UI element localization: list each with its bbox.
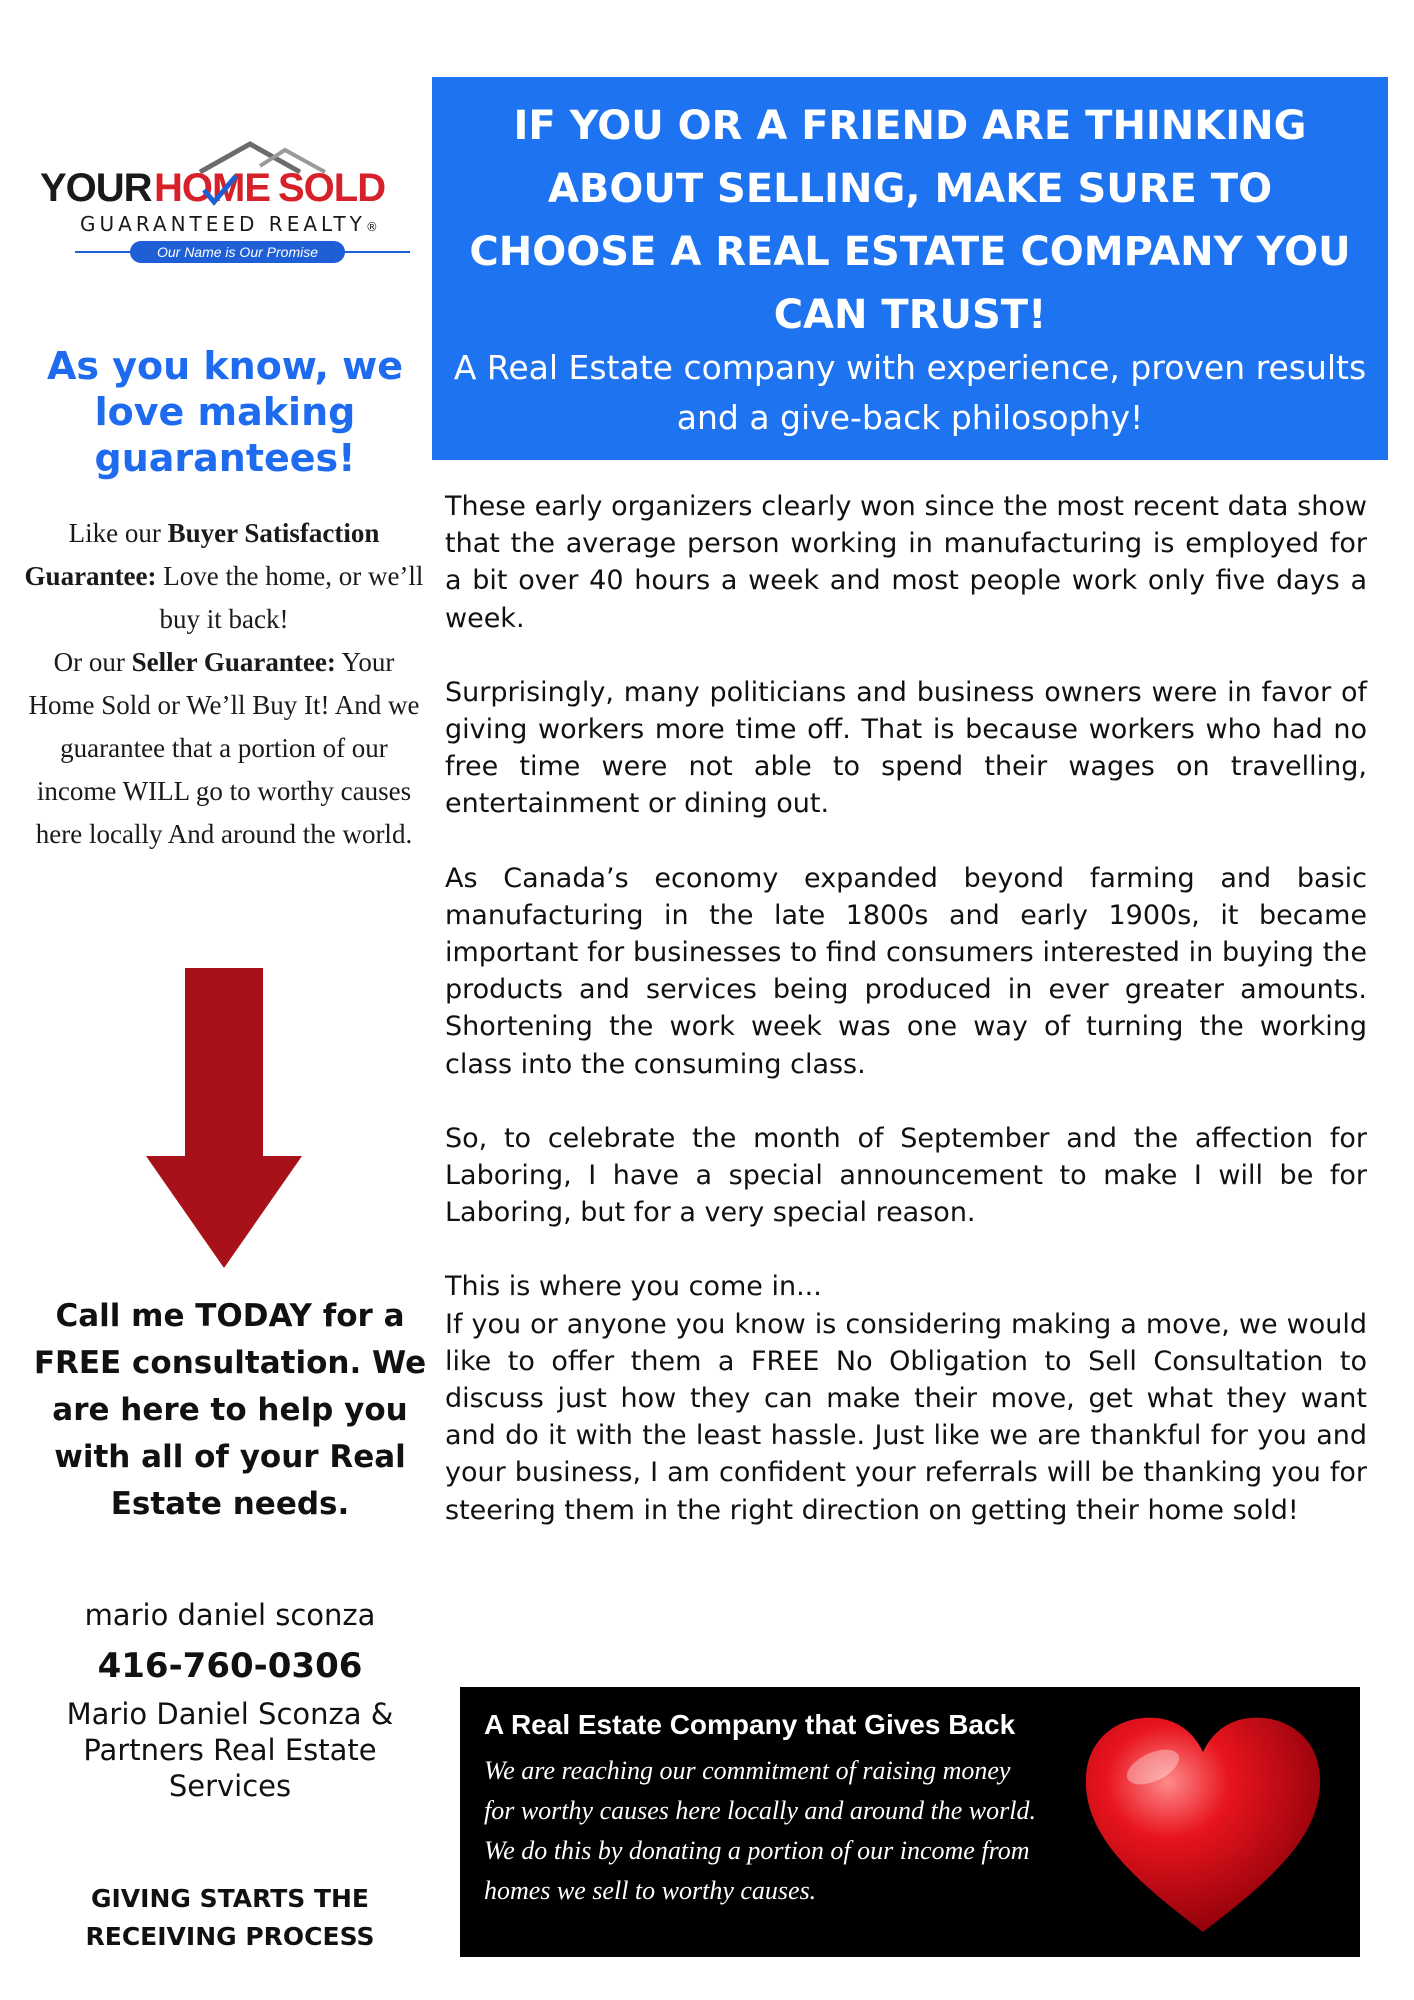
headline-title: IF YOU OR A FRIEND ARE THINKING ABOUT SELLING, MAKE SURE TO CHOOSE A REAL ESTATE COMPANY YOU CAN TRUST! — [469, 103, 1351, 338]
call-to-action: Call me TODAY for a FREE consultation. We are here to help you with all of your Real Estate needs. — [33, 1298, 427, 1522]
article-paragraph: As Canada’s economy expanded beyond farming and basic manufacturing in the late 1800s and early 1900s, it became important for businesses to find consumers interested in buying the products and services being produced in ever greater amounts. Shortening the work week was one way of turning the working class into the consuming class. — [445, 862, 1367, 1080]
registered-mark: ® — [365, 220, 378, 234]
logo-subtitle-text: GUARANTEED REALTY — [80, 212, 366, 236]
give-back-box — [460, 1687, 1360, 1957]
checkmark-icon — [200, 172, 240, 208]
article-paragraph: If you or anyone you know is considering making a move, we would like to offer them a FREE No Obligation to Sell Consultation to discuss just how they can make their move, get what they want and do it with the least hassle. Just like we are thankful for you and your business, I am confident your referrals will be thanking you for steering them in the right direction on getting their home sold! — [445, 1308, 1367, 1526]
guarantee-text-3: Or our — [53, 647, 132, 677]
guarantee-text-1: Like our — [68, 518, 168, 548]
article-paragraph: This is where you come in... — [445, 1271, 822, 1303]
article-body — [445, 488, 1367, 1529]
give-back-text: We are reaching our commitment of raising money for worthy causes here locally and around the world. We do this by donating a portion of our income from homes we sell to worthy causes. — [484, 1756, 1036, 1905]
logo-subtitle — [80, 212, 380, 236]
buyer-guarantee-label: Buyer Satisfaction Guarantee: — [24, 518, 380, 591]
guarantee-text-2: Love the home, or we’ll buy it back! — [156, 561, 424, 634]
guarantee-description — [24, 512, 424, 856]
logo-word-your: YOUR — [40, 166, 152, 210]
agent-name: mario daniel sconza — [84, 1598, 376, 1632]
headline-subtitle: A Real Estate company with experience, proven results and a give-back philosophy! — [453, 348, 1367, 437]
article-paragraph: So, to celebrate the month of September and the affection for Laboring, I have a special announcement to make I will be for Laboring, but for a very special reason. — [445, 1122, 1367, 1229]
agent-company: Mario Daniel Sconza & Partners Real Estate Services — [66, 1697, 394, 1803]
guarantee-text-4: Your Home Sold or We’ll Buy It! And we guarantee that a portion of our income WILL go to worthy causes here locally And around the world. — [28, 647, 420, 849]
heart-icon — [1078, 1707, 1328, 1942]
agent-phone[interactable]: 416-760-0306 — [97, 1646, 363, 1686]
guarantee-heading: As you know, we love making guarantees! — [46, 344, 404, 480]
give-back-title: A Real Estate Company that Gives Back — [484, 1709, 1016, 1740]
arrow-down-icon — [146, 968, 302, 1268]
seller-guarantee-label: Seller Guarantee: — [131, 647, 336, 677]
company-logo — [40, 138, 410, 273]
logo-word-home: HOME — [154, 166, 270, 210]
logo-slogan: Our Name is Our Promise — [130, 241, 345, 263]
logo-word-sold: SOLD — [278, 166, 386, 210]
tagline: GIVING STARTS THE RECEIVING PROCESS — [85, 1884, 375, 1951]
headline-banner — [432, 77, 1388, 460]
article-paragraph: Surprisingly, many politicians and business owners were in favor of giving workers more time off. That is because workers who had no free time were not able to spend their wages on travelling, entertainment or dining out. — [445, 676, 1367, 820]
article-paragraph: These early organizers clearly won since the most recent data show that the average person working in manufacturing is employed for a bit over 40 hours a week and most people work only five days a week. — [445, 491, 1367, 634]
